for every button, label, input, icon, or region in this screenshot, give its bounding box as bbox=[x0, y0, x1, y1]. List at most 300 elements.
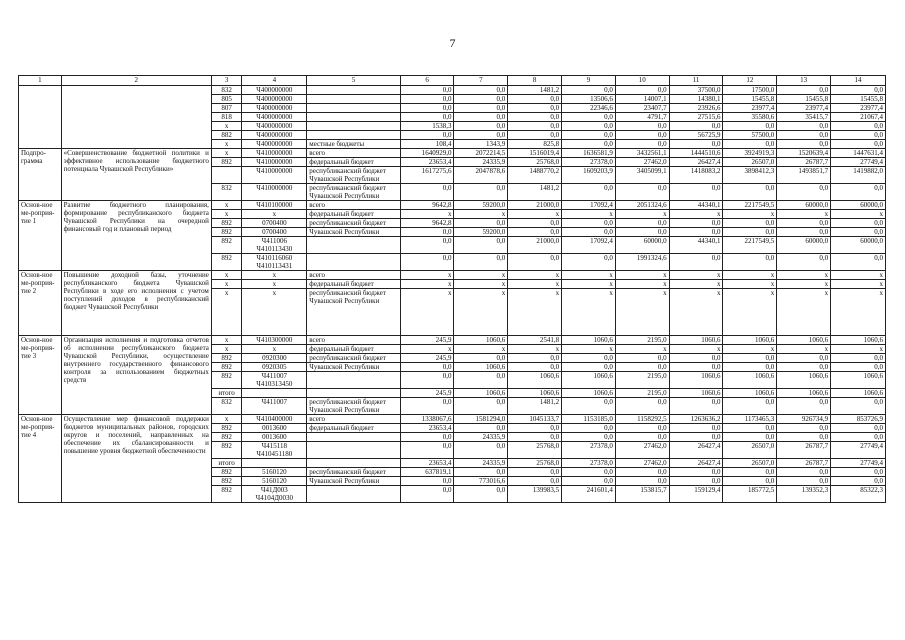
agency-code: 832 bbox=[211, 184, 241, 201]
amount-cell: x bbox=[562, 289, 616, 336]
block-description bbox=[61, 86, 211, 149]
amount-cell: 0,0 bbox=[562, 424, 616, 433]
budget-code: Ч410400000 bbox=[242, 415, 307, 424]
budget-code: Ч400000000 bbox=[242, 95, 307, 104]
amount-cell: 0,0 bbox=[831, 228, 886, 237]
amount-cell: 0,0 bbox=[831, 477, 886, 486]
funding-source bbox=[307, 254, 400, 271]
amount-cell: 0,0 bbox=[669, 219, 723, 228]
budget-code: x bbox=[242, 289, 307, 336]
block-description: Развитие бюджетного планирования, формирование республиканского бюджета Чувашской Республики на очередной финансовый год и плановый период bbox=[61, 201, 211, 271]
column-number: 8 bbox=[508, 76, 562, 86]
amount-cell: 0,0 bbox=[777, 468, 831, 477]
amount-cell: 245,9 bbox=[400, 354, 454, 363]
funding-source: Чувашской Республики bbox=[307, 363, 400, 372]
amount-cell: 1991324,6 bbox=[615, 254, 669, 271]
amount-cell: x bbox=[615, 280, 669, 289]
agency-code: 892 bbox=[211, 219, 241, 228]
amount-cell: 0,0 bbox=[777, 122, 831, 131]
amount-cell: 0,0 bbox=[669, 140, 723, 149]
budget-code bbox=[242, 389, 307, 398]
funding-source bbox=[307, 433, 400, 442]
amount-cell: 1419882,0 bbox=[831, 167, 886, 184]
amount-cell: 0,0 bbox=[831, 86, 886, 95]
amount-cell: 185772,5 bbox=[723, 486, 777, 503]
amount-cell: 1520639,4 bbox=[777, 149, 831, 158]
amount-cell: x bbox=[562, 345, 616, 354]
amount-cell: 0,0 bbox=[723, 468, 777, 477]
amount-cell: 3432561,1 bbox=[615, 149, 669, 158]
budget-code: Ч410100000 bbox=[242, 201, 307, 210]
budget-code: 0013600 bbox=[242, 433, 307, 442]
amount-cell: x bbox=[615, 210, 669, 219]
block-label: Основ-ное ме-роприя-тие 3 bbox=[19, 336, 62, 415]
budget-code: x bbox=[242, 345, 307, 354]
budget-code: 0700400 bbox=[242, 219, 307, 228]
amount-cell: x bbox=[400, 210, 454, 219]
amount-cell: x bbox=[562, 271, 616, 280]
amount-cell: 0,0 bbox=[777, 363, 831, 372]
amount-cell: 60000,0 bbox=[831, 237, 886, 254]
amount-cell: x bbox=[831, 280, 886, 289]
amount-cell: 153815,7 bbox=[615, 486, 669, 503]
amount-cell: 0,0 bbox=[615, 477, 669, 486]
amount-cell: 1481,2 bbox=[508, 86, 562, 95]
amount-cell: 0,0 bbox=[454, 86, 508, 95]
amount-cell: 0,0 bbox=[831, 354, 886, 363]
amount-cell: 26507,0 bbox=[723, 442, 777, 459]
amount-cell: 1045133,7 bbox=[508, 415, 562, 424]
amount-cell: 14007,1 bbox=[615, 95, 669, 104]
amount-cell: 0,0 bbox=[454, 254, 508, 271]
column-number-row bbox=[19, 76, 886, 86]
amount-cell: 1488770,2 bbox=[508, 167, 562, 184]
amount-cell: 27749,4 bbox=[831, 442, 886, 459]
amount-cell: 1493851,7 bbox=[777, 167, 831, 184]
amount-cell: 1060,6 bbox=[508, 372, 562, 389]
agency-code: 892 bbox=[211, 433, 241, 442]
amount-cell: 13506,6 bbox=[562, 95, 616, 104]
amount-cell: 0,0 bbox=[669, 468, 723, 477]
amount-cell: 1263636,2 bbox=[669, 415, 723, 424]
amount-cell: 1343,9 bbox=[454, 140, 508, 149]
budget-code: Ч411007 Ч410313450 bbox=[242, 372, 307, 389]
amount-cell: 23926,6 bbox=[669, 104, 723, 113]
funding-source: всего bbox=[307, 415, 400, 424]
amount-cell: x bbox=[562, 280, 616, 289]
block-label: Основ-ное ме-роприя-тие 1 bbox=[19, 201, 62, 271]
funding-source: всего bbox=[307, 271, 400, 280]
amount-cell: 0,0 bbox=[400, 486, 454, 503]
amount-cell: 60000,0 bbox=[615, 237, 669, 254]
column-number: 11 bbox=[669, 76, 723, 86]
amount-cell: 27378,0 bbox=[562, 459, 616, 468]
amount-cell: 23977,4 bbox=[723, 104, 777, 113]
amount-cell: 0,0 bbox=[777, 219, 831, 228]
block-label: Основ-ное ме-роприя-тие 2 bbox=[19, 271, 62, 336]
amount-cell: 1173465,3 bbox=[723, 415, 777, 424]
amount-cell: 1338067,6 bbox=[400, 415, 454, 424]
budget-code: 0013600 bbox=[242, 424, 307, 433]
amount-cell: 26787,7 bbox=[777, 158, 831, 167]
amount-cell: 1516019,4 bbox=[508, 149, 562, 158]
agency-code: итого bbox=[211, 389, 241, 398]
amount-cell: x bbox=[508, 210, 562, 219]
amount-cell: 0,0 bbox=[723, 140, 777, 149]
amount-cell: x bbox=[777, 280, 831, 289]
amount-cell: 0,0 bbox=[562, 113, 616, 122]
amount-cell: 0,0 bbox=[777, 86, 831, 95]
amount-cell: 0,0 bbox=[615, 228, 669, 237]
amount-cell: 0,0 bbox=[831, 140, 886, 149]
amount-cell: 25768,0 bbox=[508, 442, 562, 459]
amount-cell: 15455,8 bbox=[723, 95, 777, 104]
amount-cell: 0,0 bbox=[669, 228, 723, 237]
funding-source: республиканский бюджет Чувашской Республики bbox=[307, 398, 400, 415]
budget-code: 0920300 bbox=[242, 354, 307, 363]
amount-cell: 59200,0 bbox=[454, 228, 508, 237]
amount-cell: 0,0 bbox=[508, 477, 562, 486]
amount-cell: 245,9 bbox=[400, 389, 454, 398]
amount-cell: 27462,0 bbox=[615, 442, 669, 459]
column-number: 3 bbox=[211, 76, 241, 86]
amount-cell: x bbox=[831, 210, 886, 219]
amount-cell: 60000,0 bbox=[777, 237, 831, 254]
agency-code: 892 bbox=[211, 486, 241, 503]
funding-source: всего bbox=[307, 336, 400, 345]
amount-cell: 23653,4 bbox=[400, 158, 454, 167]
amount-cell: 0,0 bbox=[508, 104, 562, 113]
amount-cell: 0,0 bbox=[669, 424, 723, 433]
amount-cell: 0,0 bbox=[400, 237, 454, 254]
amount-cell: x bbox=[454, 289, 508, 336]
amount-cell: 0,0 bbox=[615, 354, 669, 363]
table-row bbox=[19, 149, 886, 158]
budget-code: x bbox=[242, 280, 307, 289]
amount-cell: 0,0 bbox=[723, 219, 777, 228]
amount-cell: 0,0 bbox=[562, 477, 616, 486]
block-label: Основ-ное ме-роприя-тие 4 bbox=[19, 415, 62, 503]
funding-source: Чувашской Республики bbox=[307, 228, 400, 237]
budget-code: 0920305 bbox=[242, 363, 307, 372]
amount-cell: 23977,4 bbox=[831, 104, 886, 113]
budget-code: Ч410000000 bbox=[242, 149, 307, 158]
agency-code: x bbox=[211, 149, 241, 158]
budget-code: Ч410000000 bbox=[242, 158, 307, 167]
amount-cell: x bbox=[454, 345, 508, 354]
agency-code: 818 bbox=[211, 113, 241, 122]
amount-cell: 59200,0 bbox=[454, 201, 508, 210]
amount-cell: x bbox=[723, 289, 777, 336]
amount-cell: 0,0 bbox=[777, 477, 831, 486]
column-number: 14 bbox=[831, 76, 886, 86]
amount-cell: 27378,0 bbox=[562, 442, 616, 459]
amount-cell: 108,4 bbox=[400, 140, 454, 149]
amount-cell: 37500,0 bbox=[669, 86, 723, 95]
amount-cell: 0,0 bbox=[831, 122, 886, 131]
amount-cell: 0,0 bbox=[777, 131, 831, 140]
amount-cell: 21000,0 bbox=[508, 201, 562, 210]
amount-cell: 24335,9 bbox=[454, 158, 508, 167]
amount-cell: 0,0 bbox=[508, 433, 562, 442]
amount-cell: 0,0 bbox=[400, 398, 454, 415]
budget-code: x bbox=[242, 210, 307, 219]
amount-cell: 0,0 bbox=[615, 140, 669, 149]
amount-cell: x bbox=[508, 271, 562, 280]
amount-cell: x bbox=[723, 345, 777, 354]
amount-cell: 0,0 bbox=[508, 254, 562, 271]
amount-cell: 0,0 bbox=[508, 424, 562, 433]
amount-cell: x bbox=[723, 271, 777, 280]
column-number: 2 bbox=[61, 76, 211, 86]
amount-cell: 60000,0 bbox=[831, 201, 886, 210]
amount-cell: 1060,6 bbox=[508, 389, 562, 398]
amount-cell: 0,0 bbox=[615, 86, 669, 95]
funding-source bbox=[307, 486, 400, 503]
block-description: Организация исполнения и подготовка отчетов об исполнении республиканского бюджета Чувашской Республики, осуществление внутреннего государственного финансового контроля за использованием бюджетных средств bbox=[61, 336, 211, 415]
funding-source: республиканский бюджет bbox=[307, 219, 400, 228]
column-number: 7 bbox=[454, 76, 508, 86]
agency-code: 892 bbox=[211, 158, 241, 167]
amount-cell: 853726,9 bbox=[831, 415, 886, 424]
amount-cell: 1060,6 bbox=[777, 372, 831, 389]
amount-cell: 0,0 bbox=[562, 363, 616, 372]
budget-code: Ч410000000 bbox=[242, 167, 307, 184]
amount-cell: 0,0 bbox=[562, 254, 616, 271]
budget-code: Ч400000000 bbox=[242, 140, 307, 149]
amount-cell: 25768,0 bbox=[508, 158, 562, 167]
amount-cell: 0,0 bbox=[777, 184, 831, 201]
amount-cell: x bbox=[508, 345, 562, 354]
table-row bbox=[19, 336, 886, 345]
amount-cell: 85322,3 bbox=[831, 486, 886, 503]
funding-source: республиканский бюджет Чувашской Республики bbox=[307, 289, 400, 336]
amount-cell: 1060,6 bbox=[562, 389, 616, 398]
amount-cell: 637819,1 bbox=[400, 468, 454, 477]
budget-code: Ч415118 Ч410451180 bbox=[242, 442, 307, 459]
amount-cell: 35415,7 bbox=[777, 113, 831, 122]
amount-cell: 1418083,2 bbox=[669, 167, 723, 184]
amount-cell: 245,9 bbox=[400, 336, 454, 345]
amount-cell: 0,0 bbox=[615, 424, 669, 433]
amount-cell: 0,0 bbox=[454, 398, 508, 415]
amount-cell: 1481,2 bbox=[508, 184, 562, 201]
block-description: Осуществление мер финансовой поддержки бюджетов муниципальных районов, городских округов и поселений, направленных на обеспечение их сбалансированности и повышение уровня бюджетной обеспеченности bbox=[61, 415, 211, 503]
amount-cell: 241601,4 bbox=[562, 486, 616, 503]
amount-cell: 1060,6 bbox=[669, 372, 723, 389]
amount-cell: 0,0 bbox=[723, 354, 777, 363]
amount-cell: 1060,6 bbox=[454, 363, 508, 372]
amount-cell: 2217549,5 bbox=[723, 201, 777, 210]
amount-cell: 0,0 bbox=[723, 363, 777, 372]
amount-cell: x bbox=[454, 271, 508, 280]
agency-code: 892 bbox=[211, 363, 241, 372]
amount-cell: 0,0 bbox=[562, 228, 616, 237]
amount-cell: 0,0 bbox=[669, 122, 723, 131]
amount-cell: 27749,4 bbox=[831, 459, 886, 468]
amount-cell: 0,0 bbox=[615, 122, 669, 131]
amount-cell: 0,0 bbox=[615, 219, 669, 228]
funding-source: всего bbox=[307, 201, 400, 210]
agency-code bbox=[211, 167, 241, 184]
amount-cell: x bbox=[777, 210, 831, 219]
amount-cell: 27462,0 bbox=[615, 158, 669, 167]
amount-cell: 1060,6 bbox=[831, 389, 886, 398]
amount-cell: x bbox=[400, 280, 454, 289]
amount-cell: 26427,4 bbox=[669, 459, 723, 468]
amount-cell: 0,0 bbox=[508, 113, 562, 122]
amount-cell: x bbox=[669, 271, 723, 280]
amount-cell: 3924919,3 bbox=[723, 149, 777, 158]
amount-cell: 0,0 bbox=[454, 131, 508, 140]
amount-cell: 0,0 bbox=[777, 228, 831, 237]
amount-cell: 0,0 bbox=[831, 468, 886, 477]
agency-code: 892 bbox=[211, 442, 241, 459]
amount-cell: 25768,0 bbox=[508, 459, 562, 468]
funding-source: федеральный бюджет bbox=[307, 345, 400, 354]
agency-code: x bbox=[211, 210, 241, 219]
amount-cell: 17092,4 bbox=[562, 237, 616, 254]
amount-cell: 0,0 bbox=[454, 237, 508, 254]
agency-code: x bbox=[211, 140, 241, 149]
amount-cell: 2072214,5 bbox=[454, 149, 508, 158]
amount-cell: 2541,8 bbox=[508, 336, 562, 345]
amount-cell: 1158292,5 bbox=[615, 415, 669, 424]
amount-cell: 44340,1 bbox=[669, 237, 723, 254]
amount-cell: 24335,9 bbox=[454, 433, 508, 442]
amount-cell: 2195,0 bbox=[615, 336, 669, 345]
amount-cell: 1060,6 bbox=[831, 336, 886, 345]
amount-cell: 0,0 bbox=[454, 424, 508, 433]
amount-cell: x bbox=[454, 210, 508, 219]
budget-code: Ч411006 Ч410113430 bbox=[242, 237, 307, 254]
amount-cell: 139352,3 bbox=[777, 486, 831, 503]
budget-code: Ч410116060 Ч410113431 bbox=[242, 254, 307, 271]
budget-code: Ч41Д003 Ч4104Д0030 bbox=[242, 486, 307, 503]
amount-cell: x bbox=[562, 210, 616, 219]
amount-cell: 0,0 bbox=[400, 363, 454, 372]
budget-code: Ч400000000 bbox=[242, 122, 307, 131]
amount-cell: 159129,4 bbox=[669, 486, 723, 503]
amount-cell: x bbox=[723, 210, 777, 219]
amount-cell: 0,0 bbox=[400, 372, 454, 389]
amount-cell: 0,0 bbox=[669, 477, 723, 486]
amount-cell: 1060,6 bbox=[723, 336, 777, 345]
amount-cell: 1060,6 bbox=[562, 372, 616, 389]
amount-cell: 15455,8 bbox=[777, 95, 831, 104]
amount-cell: x bbox=[669, 210, 723, 219]
amount-cell: 0,0 bbox=[723, 477, 777, 486]
table-row bbox=[19, 201, 886, 210]
amount-cell: 0,0 bbox=[508, 122, 562, 131]
amount-cell: 1609203,9 bbox=[562, 167, 616, 184]
column-number: 9 bbox=[562, 76, 616, 86]
amount-cell: 27515,6 bbox=[669, 113, 723, 122]
amount-cell: x bbox=[669, 289, 723, 336]
budget-code: Ч411007 bbox=[242, 398, 307, 415]
amount-cell: x bbox=[508, 289, 562, 336]
amount-cell: 56725,9 bbox=[669, 131, 723, 140]
amount-cell: 21000,0 bbox=[508, 237, 562, 254]
agency-code: 892 bbox=[211, 468, 241, 477]
amount-cell: 0,0 bbox=[777, 140, 831, 149]
amount-cell: 1617275,6 bbox=[400, 167, 454, 184]
amount-cell: 0,0 bbox=[669, 184, 723, 201]
block-label bbox=[19, 86, 62, 149]
agency-code: 882 bbox=[211, 131, 241, 140]
amount-cell: 27378,0 bbox=[562, 158, 616, 167]
funding-source: Чувашской Республики bbox=[307, 477, 400, 486]
agency-code: 832 bbox=[211, 398, 241, 415]
amount-cell: 139983,5 bbox=[508, 486, 562, 503]
amount-cell: 1060,6 bbox=[831, 372, 886, 389]
agency-code: 892 bbox=[211, 254, 241, 271]
funding-source: федеральный бюджет bbox=[307, 158, 400, 167]
amount-cell: 2051324,6 bbox=[615, 201, 669, 210]
amount-cell: 0,0 bbox=[400, 86, 454, 95]
amount-cell: 0,0 bbox=[615, 184, 669, 201]
amount-cell: 1447631,4 bbox=[831, 149, 886, 158]
budget-code: Ч400000000 bbox=[242, 104, 307, 113]
funding-source bbox=[307, 131, 400, 140]
amount-cell: 0,0 bbox=[831, 254, 886, 271]
amount-cell: 22346,6 bbox=[562, 104, 616, 113]
amount-cell: 26507,0 bbox=[723, 158, 777, 167]
amount-cell: 1060,6 bbox=[723, 389, 777, 398]
amount-cell: 0,0 bbox=[723, 398, 777, 415]
amount-cell: 0,0 bbox=[400, 477, 454, 486]
column-number: 6 bbox=[400, 76, 454, 86]
amount-cell: 0,0 bbox=[723, 184, 777, 201]
amount-cell: x bbox=[400, 289, 454, 336]
block-description: Повышение доходной базы, уточнение республиканского бюджета Чувашской Республики в ходе его исполнения с учетом поступлений доходов в республиканский бюджет Чувашской Республики bbox=[61, 271, 211, 336]
amount-cell: 0,0 bbox=[454, 184, 508, 201]
agency-code: x bbox=[211, 345, 241, 354]
funding-source: федеральный бюджет bbox=[307, 280, 400, 289]
amount-cell: 9642,8 bbox=[400, 201, 454, 210]
amount-cell: 0,0 bbox=[669, 363, 723, 372]
amount-cell: 0,0 bbox=[562, 398, 616, 415]
amount-cell: 17092,4 bbox=[562, 201, 616, 210]
amount-cell: 0,0 bbox=[562, 468, 616, 477]
amount-cell: 0,0 bbox=[400, 113, 454, 122]
block-description: «Совершенствование бюджетной политики и эффективное использование бюджетного потенциала Чувашской Республики» bbox=[61, 149, 211, 201]
amount-cell: x bbox=[615, 271, 669, 280]
amount-cell: 0,0 bbox=[669, 254, 723, 271]
funding-source bbox=[307, 442, 400, 459]
amount-cell: 0,0 bbox=[723, 254, 777, 271]
amount-cell: x bbox=[615, 289, 669, 336]
amount-cell: 21067,4 bbox=[831, 113, 886, 122]
column-number: 12 bbox=[723, 76, 777, 86]
funding-source bbox=[307, 113, 400, 122]
amount-cell: 0,0 bbox=[615, 468, 669, 477]
column-number: 4 bbox=[242, 76, 307, 86]
amount-cell: 1636581,9 bbox=[562, 149, 616, 158]
amount-cell: 0,0 bbox=[615, 398, 669, 415]
amount-cell: 1538,3 bbox=[400, 122, 454, 131]
amount-cell: 1153185,0 bbox=[562, 415, 616, 424]
funding-source: федеральный бюджет bbox=[307, 424, 400, 433]
amount-cell: 23653,4 bbox=[400, 459, 454, 468]
amount-cell: 0,0 bbox=[508, 95, 562, 104]
amount-cell: 1060,6 bbox=[777, 389, 831, 398]
amount-cell: 0,0 bbox=[723, 122, 777, 131]
funding-source bbox=[307, 389, 400, 398]
amount-cell: 0,0 bbox=[831, 184, 886, 201]
amount-cell: 0,0 bbox=[400, 104, 454, 113]
amount-cell: 0,0 bbox=[562, 219, 616, 228]
